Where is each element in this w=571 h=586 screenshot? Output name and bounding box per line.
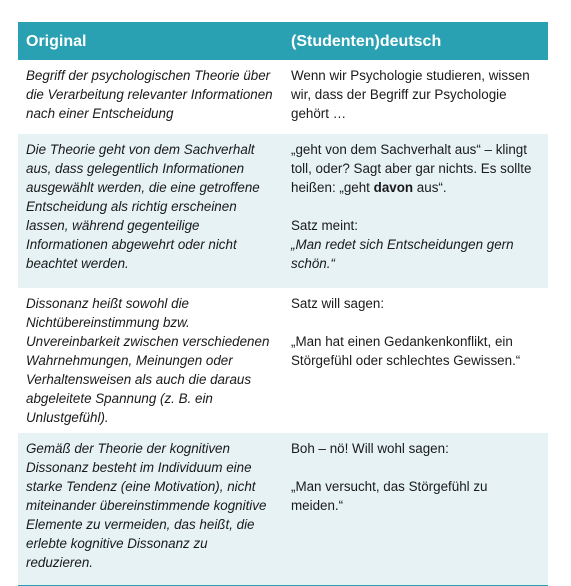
original-cell: Die Theorie geht von dem Sachverhalt aus, dass gelegentlich Informationen ausgewählt werden, die eine getroffene Entscheidung als richtig erscheinen lassen, während gegenteilige Informationen abgewehrt oder nicht beachtet werden.: [18, 134, 283, 288]
header-row: [18, 22, 548, 60]
header-translation: (Studenten)deutsch: [283, 22, 548, 60]
translation-quote: „Man redet sich Entscheidungen gern schön.“: [291, 237, 514, 271]
original-cell: Gemäß der Theorie der kognitiven Dissonanz besteht im Individuum eine starke Tendenz (eine Motivation), nicht miteinander übereinstimmende kognitive Elemente zu vermeiden, das heißt, die erlebte kognitive Dissonanz zu reduzieren.: [18, 433, 283, 585]
header-original: Original: [18, 22, 283, 60]
translation-text: [291, 140, 540, 197]
table-row: [18, 288, 548, 433]
table-row: [18, 433, 548, 585]
translation-text-end: aus“.: [413, 180, 447, 195]
table-row: [18, 60, 548, 134]
translation-lead: Satz meint:: [291, 218, 358, 233]
translation-quote: „Man versucht, das Störgefühl zu meiden.“: [291, 479, 488, 513]
translation-quote: „Man hat einen Gedankenkonflikt, ein Störgefühl oder schlechtes Gewissen.“: [291, 334, 521, 368]
table-row: [18, 134, 548, 288]
translation-text-part: „geht von dem Sachverhalt aus“ – klingt toll, oder? Sagt aber gar nichts. Es sollte heißen: „geht: [291, 142, 532, 195]
translation-cell: [283, 288, 548, 433]
comparison-table: [18, 22, 548, 586]
translation-emphasis: davon: [373, 180, 414, 195]
original-cell: Begriff der psychologischen Theorie über die Verarbeitung relevanter Informationen nach einer Entscheidung: [18, 60, 283, 134]
translation-text: Wenn wir Psychologie studieren, wissen wir, dass der Begriff zur Psychologie gehört …: [291, 68, 530, 121]
translation-cell: [283, 433, 548, 585]
translation-lead: Boh – nö! Will wohl sagen:: [291, 441, 449, 456]
translation-cell: [283, 60, 548, 134]
translation-cell: [283, 134, 548, 288]
original-cell: Dissonanz heißt sowohl die Nichtübereinstimmung bzw. Unvereinbarkeit zwischen verschiedenen Wahrnehmungen, Meinungen oder Verhaltensweisen als auch die daraus abgeleitete Spannung (z. B. ein Unlustgefühl).: [18, 288, 283, 433]
translation-lead: Satz will sagen:: [291, 296, 385, 311]
